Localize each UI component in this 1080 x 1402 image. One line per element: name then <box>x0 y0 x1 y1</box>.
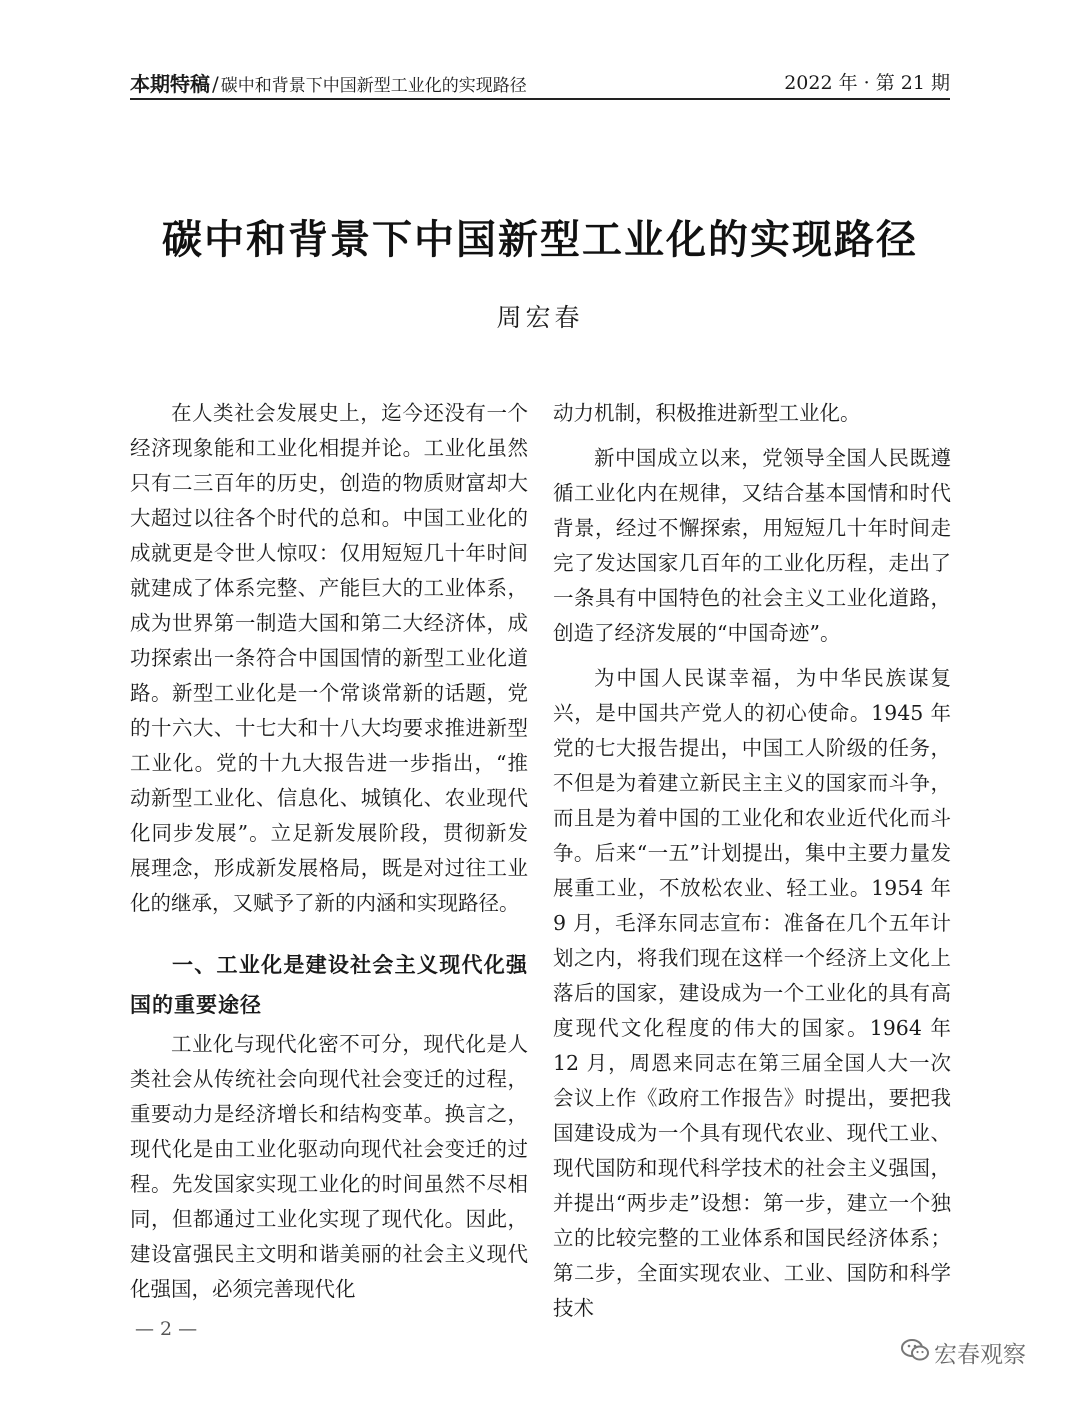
section-tag: 本期特稿 <box>130 72 210 96</box>
left-column <box>130 396 528 1307</box>
section-heading: 一、工业化是建设社会主义现代化强国的重要途径 <box>130 953 528 1017</box>
header-slash: / <box>212 72 219 96</box>
article-title: 碳中和背景下中国新型工业化的实现路径 <box>162 217 918 263</box>
running-title: 碳中和背景下中国新型工业化的实现路径 <box>220 76 527 96</box>
continuation-paragraph: 动力机制，积极推进新型工业化。 <box>553 401 861 425</box>
running-header <box>130 62 950 100</box>
watermark <box>900 1336 1026 1369</box>
issue-label: 2022 年 · 第 21 期 <box>784 72 950 94</box>
header-left <box>130 68 527 97</box>
right-column <box>553 396 951 1326</box>
article-author: 周宏春 <box>496 303 584 332</box>
section-paragraph: 工业化与现代化密不可分，现代化是人类社会从传统社会向现代社会变迁的过程，重要动力是经济增长和结构变革。换言之，现代化是由工业化驱动向现代社会变迁的过程。先发国家实现工业化的时间虽然不尽相同，但都通过工业化实现了现代化。因此，建设富强民主文明和谐美丽的社会主义现代化强国，必须完善现代化 <box>130 1032 528 1301</box>
watermark-text: 宏春观察 <box>934 1342 1026 1368</box>
paragraph-mission: 为中国人民谋幸福，为中华民族谋复兴，是中国共产党人的初心使命。1945 年党的七大报告提出，中国工人阶级的任务，不但是为着建立新民主主义的国家而斗争，而且是为着中国的工业化和农业近代化而斗争。后来“一五”计划提出，集中主要力量发展重工业，不放松农业、轻工业。1954 年 9 月，毛泽东同志宣布：准备在几个五年计划之内，将我们现在这样一个经济上文化上落后的国家，建设成为一个工业化的具有高度现代文化程度的伟大的国家。1964 年 12 月，周恩来同志在第三届全国人大一次会议上作《政府工作报告》时提出，要把我国建设成为一个具有现代农业、现代工业、现代国防和现代科学技术的社会主义强国，并提出“两步走”设想：第一步，建立一个独立的比较完整的工业体系和国民经济体系；第二步，全面实现农业、工业、国防和科学技术 <box>553 666 951 1320</box>
intro-paragraph: 在人类社会发展史上，迄今还没有一个经济现象能和工业化相提并论。工业化虽然只有二三百年的历史，创造的物质财富却大大超过以往各个时代的总和。中国工业化的成就更是令世人惊叹：仅用短短几十年时间就建成了体系完整、产能巨大的工业体系，成为世界第一制造大国和第二大经济体，成功探索出一条符合中国国情的新型工业化道路。新型工业化是一个常谈常新的话题，党的十六大、十七大和十八大均要求推进新型工业化。党的十九大报告进一步指出，“推动新型工业化、信息化、城镇化、农业现代化同步发展”。立足新发展阶段，贯彻新发展理念，形成新发展格局，既是对过往工业化的继承，又赋予了新的内涵和实现路径。 <box>130 401 528 915</box>
page-number: — 2 — <box>135 1318 198 1340</box>
wechat-icon <box>900 1337 930 1369</box>
paragraph-new-china: 新中国成立以来，党领导全国人民既遵循工业化内在规律，又结合基本国情和时代背景，经过不懈探索，用短短几十年时间走完了发达国家几百年的工业化历程，走出了一条具有中国特色的社会主义工业化道路，创造了经济发展的“中国奇迹”。 <box>553 446 951 645</box>
